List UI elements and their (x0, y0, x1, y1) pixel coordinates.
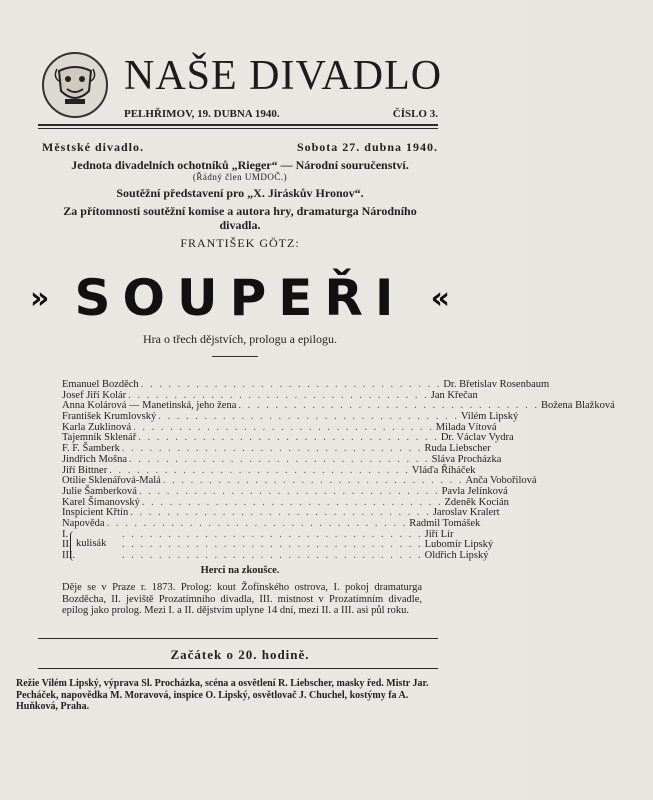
leader-dots: . . . . . . . . . . . . . . . . . . . . . . . . . . . . . . . . . (129, 453, 430, 465)
left-guillemet: » (30, 280, 50, 316)
divider (212, 356, 258, 357)
cast-actor: Vilém Lipský (460, 411, 519, 423)
start-time: Začátek o 20. hodině. (170, 647, 310, 662)
cast-actor: Lubomír Lipský (424, 539, 494, 551)
masthead (42, 50, 443, 128)
cast-actor: Pavla Jelínková (441, 485, 508, 497)
cast-role: Jiří Bittner (62, 464, 108, 476)
leader-dots: . . . . . . . . . . . . . . . . . . . . . . . . . . . . . . . . . (162, 475, 464, 487)
cast-role: Julie Šamberková (62, 485, 137, 497)
leader-dots: . . . . . . . . . . . . . . . . . . . . . . . . . . . . . . . . . (130, 507, 431, 519)
theatre-mask-emblem-icon (42, 52, 108, 118)
cast-role: Tajemník Sklenář (62, 432, 137, 444)
cast-role: I. (62, 528, 69, 540)
cast-role: Karel Šimanovský (62, 496, 140, 508)
play-title (30, 268, 450, 328)
cast-actor: Anča Vobořilová (465, 475, 537, 487)
mask-drawing (51, 61, 99, 109)
cast-actor: Jaroslav Kralert (432, 507, 500, 519)
leader-dots: . . . . . . . . . . . . . . . . . . . . . . . . . . . . . . . . . (122, 528, 423, 540)
cast-role: F. F. Šamberk (62, 443, 120, 455)
cast-actor: Sláva Procházka (431, 453, 502, 465)
cast-role: František Krumlovský (62, 411, 157, 423)
leader-dots: . . . . . . . . . . . . . . . . . . . . . . . . . . . . . . . . . (128, 389, 429, 401)
play-subtitle: Hra o třech dějstvích, prologu a epilogu. (143, 332, 337, 346)
start-rule-bottom (38, 668, 438, 669)
presence: Za přítomnosti soutěžní komise a autora hry, dramaturga Národního divadla. (63, 204, 417, 232)
cast-row (62, 485, 508, 498)
right-guillemet: « (430, 280, 450, 316)
leader-dots: . . . . . . . . . . . . . . . . . . . . . . . . . . . . . . . . . (109, 464, 410, 476)
leader-dots: . . . . . . . . . . . . . . . . . . . . . . . . . . . . . . . . . (122, 550, 423, 561)
brace-spacer (76, 551, 120, 562)
cast-actor: Vláďa Říháček (411, 464, 476, 476)
leader-dots: . . . . . . . . . . . . . . . . . . . . . . . . . . . . . . . . . (138, 485, 440, 497)
cast-rows (62, 379, 615, 530)
cast-role: Inspicient Křtín (62, 507, 129, 519)
cast-role: Karla Zuklinová (62, 421, 132, 433)
membership: (Řádný člen UMDOČ.) (192, 172, 288, 182)
place-date: PELHŘIMOV, 19. DUBNA 1940. (124, 108, 280, 120)
cast-actor: Jan Křečan (430, 389, 478, 401)
cast-actor: Milada Vítová (435, 421, 497, 433)
masthead-rule-thin (38, 128, 438, 129)
cast-actor: Radmil Tomášek (409, 517, 481, 529)
newspaper-title: NAŠE DIVADLO (124, 53, 443, 99)
kulisak-group (62, 528, 494, 562)
start-rule-top (38, 638, 438, 639)
issue-line (124, 108, 438, 120)
cast-role: Emanuel Bozděch (62, 379, 139, 390)
event-header (42, 140, 438, 251)
venue-date-row (42, 140, 438, 155)
setting-note: Děje se v Praze r. 1873. Prolog: kout Žofínského ostrova, I. pokoj dramaturga Bozděcha, II. jeviště Prozatímního divadla, III. místnost v Prozatímním divadle, epilog jako prolog. Mezi I. a II. dějstvím uplyne 14 dní, mezi II. a III. asi půl roku. (62, 582, 422, 616)
kulisak-label: kulisák (76, 537, 107, 549)
cast-actor: Oldřich Lipský (424, 550, 489, 561)
author: FRANTIŠEK GÖTZ: (180, 236, 300, 250)
cast-actor: Jiří Lír (424, 528, 454, 540)
organizer: Jednota divadelních ochotníků „Rieger“ — Národní souručenství. (71, 158, 409, 172)
cast-actor: Dr. Břetislav Rosenbaum (443, 379, 550, 390)
production-credits: Režie Vilém Lipský, výprava Sl. Procházka, scéna a osvětlení R. Liebscher, masky řed. Mistr Jar. Pecháček, napovědka M. Moravová, inspice O. Lipský, osvětlovač J. Chuchel, kostýmy fa A. Huňková, Praha. (16, 678, 429, 712)
cast-role: Jindřich Mošna (62, 453, 128, 465)
cast-actor: Dr. Václav Vydra (440, 432, 514, 444)
leader-dots: . . . . . . . . . . . . . . . . . . . . . . . . . . . . . . . . . (158, 411, 459, 423)
cast-role: II. (62, 539, 72, 551)
masthead-rule (38, 124, 438, 126)
leader-dots: . . . . . . . . . . . . . . . . . . . . . . . . . . . . . . . . . (138, 432, 439, 444)
brace (70, 531, 75, 561)
issue-number: ČÍSLO 3. (392, 108, 438, 120)
leader-dots: . . . . . . . . . . . . . . . . . . . . . . . . . . . . . . . . . (122, 539, 423, 551)
competition: Soutěžní představení pro „X. Jiráskův Hronov“. (116, 186, 364, 200)
cast-role: Josef Jiří Kolár (62, 389, 127, 401)
leader-dots: . . . . . . . . . . . . . . . . . . . . . . . . . . . . . . . . . (133, 421, 434, 433)
play-name: SOUPEŘI (74, 269, 406, 327)
rehearsal-note: Herci na zkoušce. (200, 565, 280, 576)
cast-actor: Ruda Liebscher (424, 443, 491, 455)
cast-row (62, 550, 489, 562)
leader-dots: . . . . . . . . . . . . . . . . . . . . . . . . . . . . . . . . . (121, 443, 423, 455)
cast-role: Otilie Sklenářová-Malá (62, 475, 161, 487)
cast-role: Anna Kolárová — Manetinská, jeho žena (62, 400, 237, 412)
leader-dots: . . . . . . . . . . . . . . . . . . . . . . . . . . . . . . . . . (238, 400, 539, 412)
cast-list (62, 379, 615, 562)
venue: Městské divadlo. (42, 140, 145, 154)
cast-row (62, 453, 502, 466)
cast-actor: Zdeněk Kocián (444, 496, 509, 508)
leader-dots: . . . . . . . . . . . . . . . . . . . . . . . . . . . . . . . . . (141, 496, 443, 508)
cast-actor: Božena Blažková (540, 400, 615, 412)
cast-role: III. (62, 550, 76, 561)
leader-dots: . . . . . . . . . . . . . . . . . . . . . . . . . . . . . . . . . (140, 379, 442, 390)
cast-role: Napověda (62, 517, 105, 529)
leader-dots: . . . . . . . . . . . . . . . . . . . . . . . . . . . . . . . . . (106, 517, 408, 529)
event-date: Sobota 27. dubna 1940. (296, 140, 438, 154)
